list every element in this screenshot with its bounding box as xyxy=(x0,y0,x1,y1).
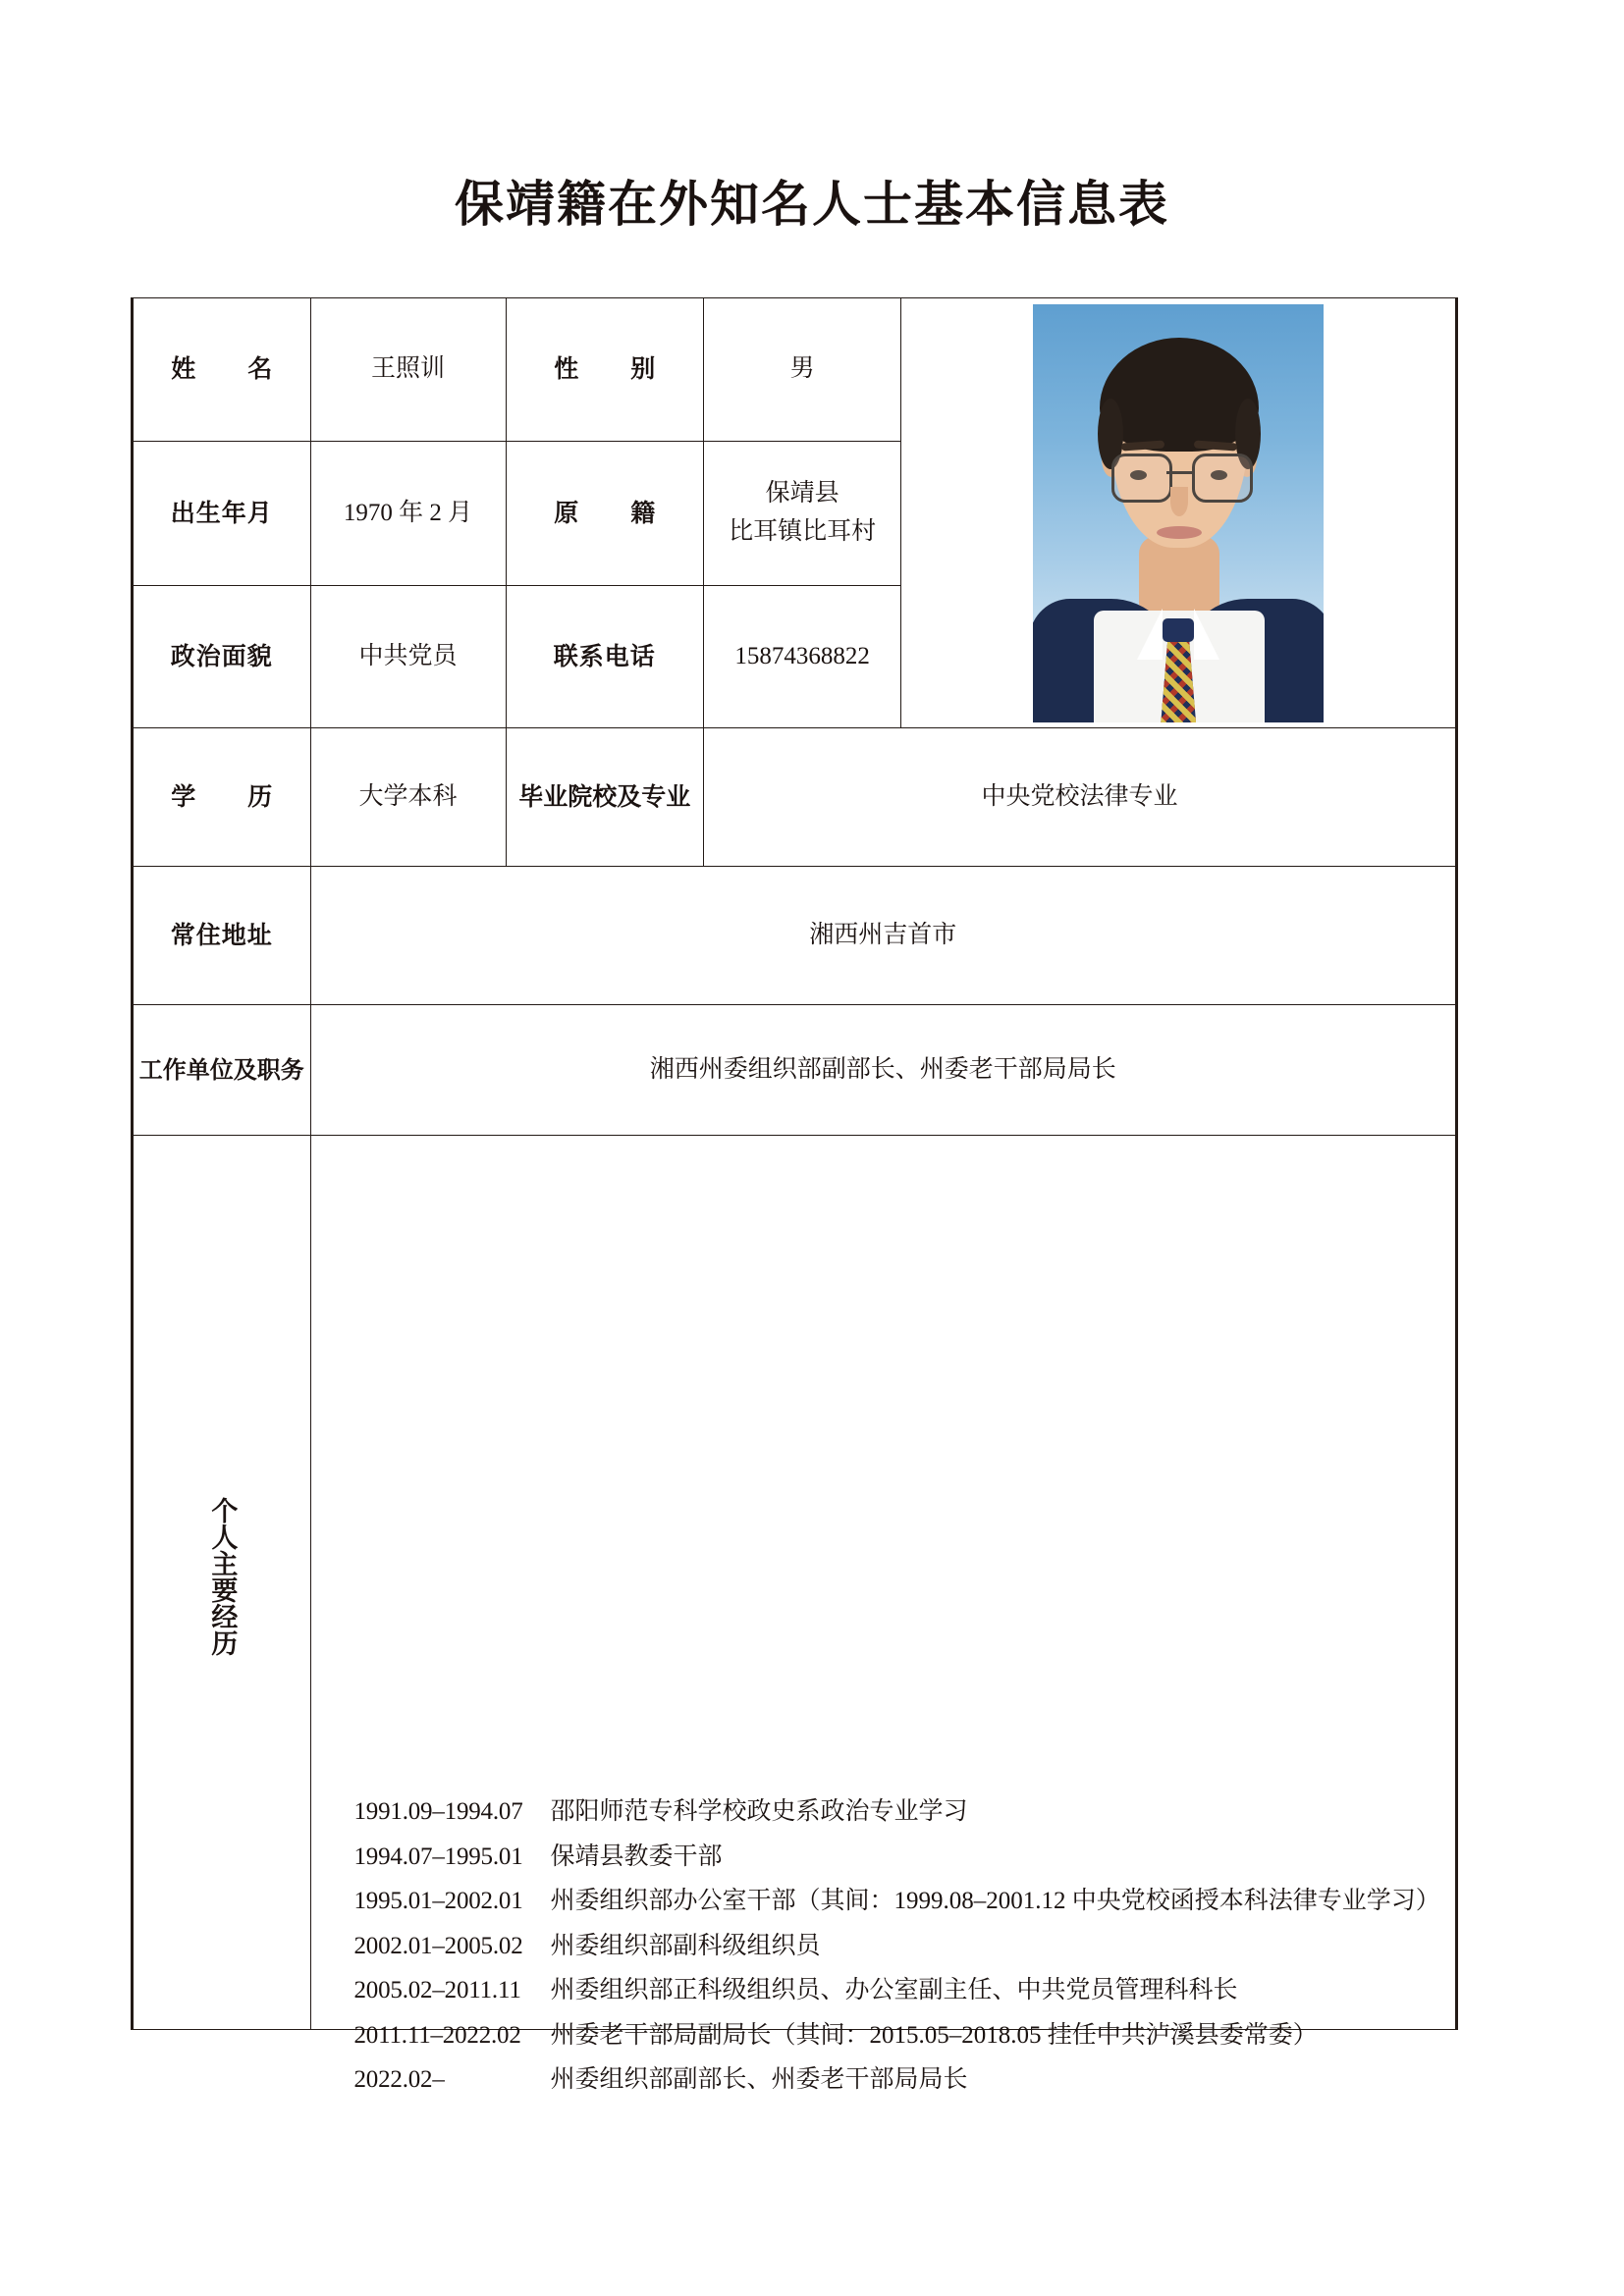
label-address: 常住地址 xyxy=(133,867,311,1005)
value-work-unit: 湘西州委组织部副部长、州委老干部局局长 xyxy=(310,1005,1457,1136)
experience-entry xyxy=(354,1792,1431,1833)
experience-period: 2011.11–2022.02 xyxy=(353,2021,521,2049)
label-phone: 联系电话 xyxy=(506,586,703,728)
label-work-unit: 工作单位及职务 xyxy=(133,1005,311,1136)
experience-description: 州委组织部正科级组织员、办公室副主任、中共党员管理科科长 xyxy=(550,1977,1238,2003)
value-native-place-line1: 保靖县 xyxy=(765,480,839,507)
table-row-work xyxy=(133,1005,1457,1136)
experience-entry xyxy=(354,2016,1431,2056)
value-name: 王照训 xyxy=(310,298,506,442)
experience-description: 邵阳师范专科学校政史系政治专业学习 xyxy=(550,1798,968,1825)
value-gender: 男 xyxy=(703,298,900,442)
table-row-name xyxy=(133,298,1457,442)
experience-period: 2005.02–2011.11 xyxy=(353,1977,521,2003)
label-birth-date: 出生年月 xyxy=(133,442,311,586)
experience-period: 1994.07–1995.01 xyxy=(353,1842,523,1870)
label-school-major: 毕业院校及专业 xyxy=(506,728,703,867)
value-school-major: 中央党校法律专业 xyxy=(703,728,1456,867)
label-gender: 性 别 xyxy=(506,298,703,442)
table-row-experience xyxy=(133,1136,1457,2030)
value-birth-date: 1970 年 2 月 xyxy=(310,442,506,586)
experience-entry xyxy=(354,1927,1431,1967)
experience-entry xyxy=(354,2060,1431,2101)
experience-period: 1991.09–1994.07 xyxy=(353,1798,523,1825)
experience-entry xyxy=(353,1882,1440,1922)
experience-period: 2022.02– xyxy=(353,2066,445,2093)
experience-period: 1995.01–2002.01 xyxy=(353,1888,523,1914)
experience-description: 州委老干部局副局长（其间：2015.05–2018.05 挂任中共泸溪县委常委） xyxy=(550,2021,1318,2049)
experience-entry xyxy=(354,1838,1431,1878)
label-native-place: 原 籍 xyxy=(506,442,703,586)
table-row-address xyxy=(133,867,1457,1005)
label-experience xyxy=(133,1136,311,2030)
photo-necktie-knot xyxy=(1163,618,1194,642)
portrait-photo-cell xyxy=(901,298,1457,728)
photo-eyeglass-bridge xyxy=(1166,471,1192,474)
experience-description: 州委组织部办公室干部（其间：1999.08–2001.12 中央党校函授本科法律专业学习） xyxy=(550,1888,1440,1914)
experience-entry xyxy=(354,1971,1431,2011)
table-row-education xyxy=(133,728,1457,867)
photo-collar-left xyxy=(1137,609,1163,660)
photo-eyeglass-left xyxy=(1111,454,1172,503)
photo-eyeglass-right xyxy=(1192,454,1253,503)
value-phone: 15874368822 xyxy=(703,586,900,728)
value-address: 湘西州吉首市 xyxy=(310,867,1457,1005)
label-education: 学 历 xyxy=(133,728,311,867)
experience-description: 州委组织部副部长、州委老干部局局长 xyxy=(550,2066,968,2093)
value-political-status: 中共党员 xyxy=(310,586,506,728)
experience-description: 州委组织部副科级组织员 xyxy=(550,1932,821,1959)
value-education: 大学本科 xyxy=(310,728,506,867)
value-native-place-line2: 比耳镇比耳村 xyxy=(729,518,877,545)
label-political-status: 政治面貌 xyxy=(133,586,311,728)
experience-description: 保靖县教委干部 xyxy=(550,1842,723,1870)
portrait-photo xyxy=(1033,304,1324,722)
experience-period: 2002.01–2005.02 xyxy=(353,1932,523,1959)
person-info-table xyxy=(131,297,1458,2093)
label-name: 姓 名 xyxy=(133,298,311,442)
page-title: 保靖籍在外知名人士基本信息表 xyxy=(455,175,1169,233)
value-experience xyxy=(310,1136,1457,2093)
photo-mouth xyxy=(1157,526,1202,539)
photo-nose xyxy=(1170,487,1188,516)
label-experience-text: 个人主要经历 xyxy=(206,1496,238,1656)
experience-list xyxy=(353,1792,1440,2106)
value-native-place xyxy=(703,442,900,586)
photo-collar-right xyxy=(1194,609,1219,660)
